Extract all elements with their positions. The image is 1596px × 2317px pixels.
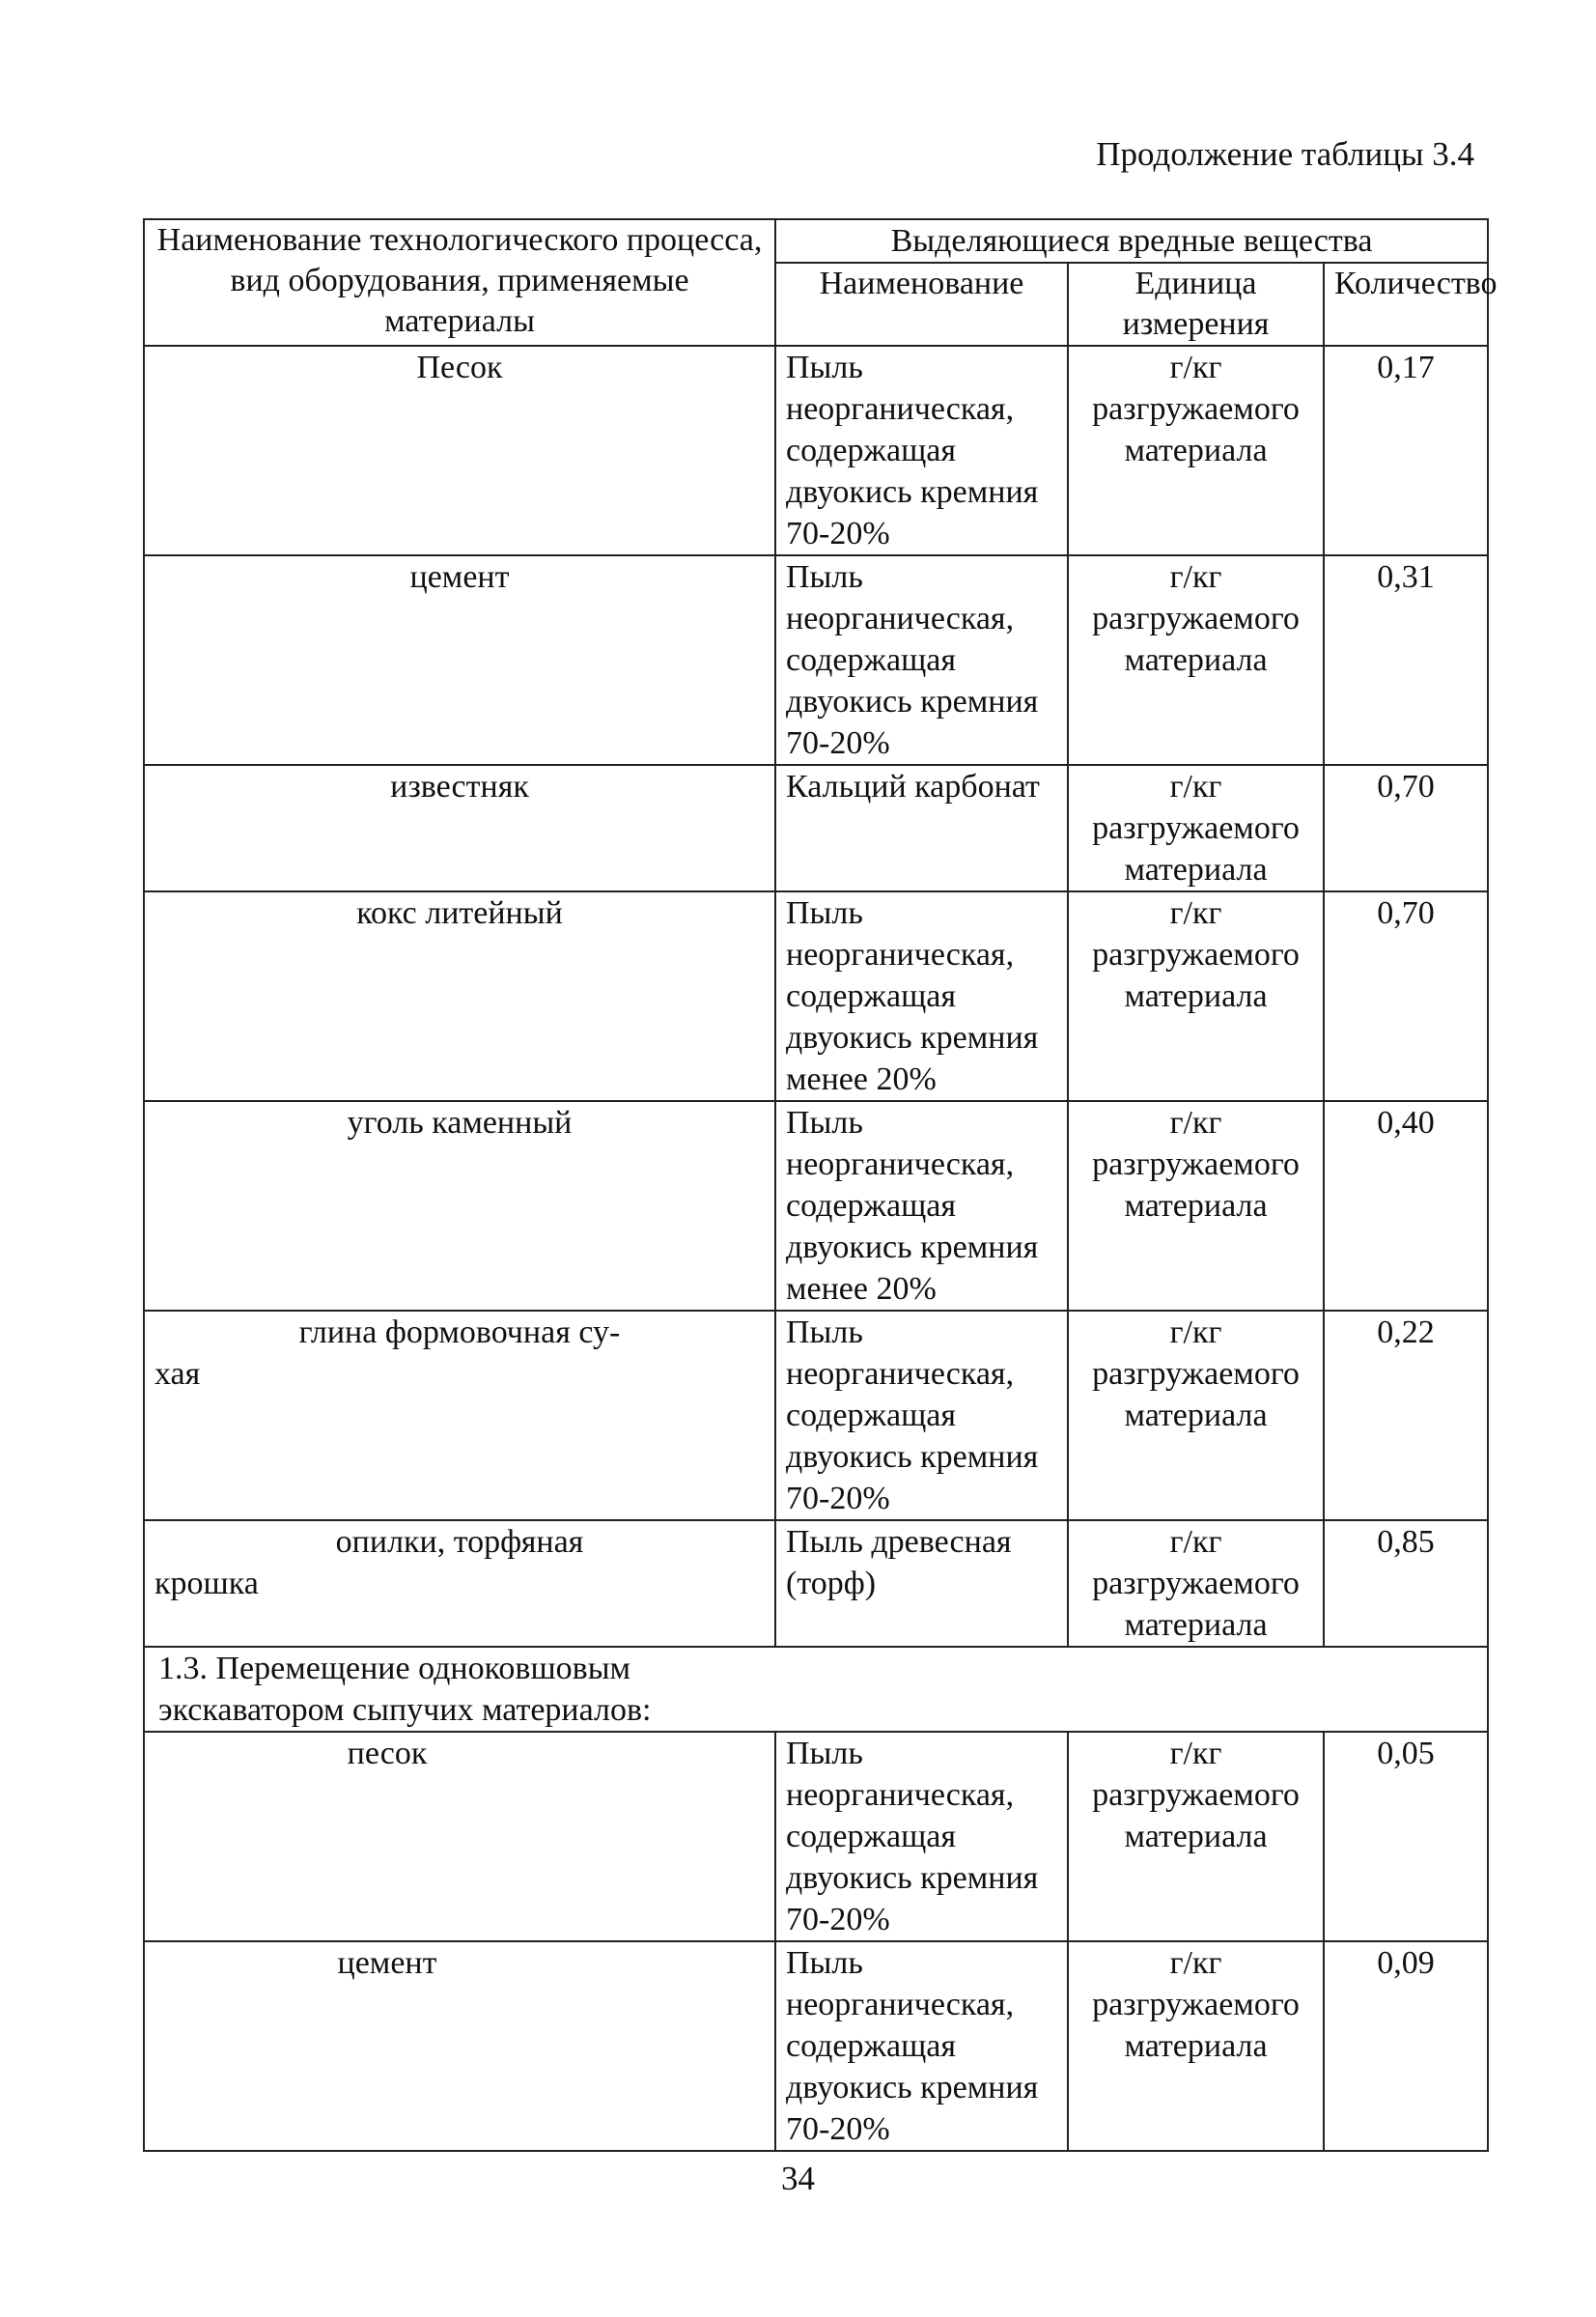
table-row <box>144 891 1488 1101</box>
section-row <box>144 1647 1488 1732</box>
unit-cell: г/кг разгружаемого материала <box>1068 1311 1324 1520</box>
header-quantity: Количество <box>1324 263 1488 346</box>
substance-cell: Пыль неорганическая, содержащая двуокись кремния 70-20% <box>775 555 1068 765</box>
substance-cell: Пыль неорганическая, содержащая двуокись кремния 70-20% <box>775 1732 1068 1941</box>
table-row <box>144 1101 1488 1311</box>
process-line-2: крошка <box>154 1566 259 1601</box>
substance-cell: Пыль неорганическая, содержащая двуокись кремния 70-20% <box>775 346 1068 555</box>
header-harmful-substances: Выделяющиеся вредные вещества <box>775 219 1488 263</box>
table-row <box>144 1941 1488 2151</box>
quantity-cell: 0,05 <box>1324 1732 1488 1941</box>
substance-cell: Кальций карбонат <box>775 765 1068 891</box>
unit-cell: г/кг разгружаемого материала <box>1068 1520 1324 1647</box>
quantity-cell: 0,22 <box>1324 1311 1488 1520</box>
section-title: 1.3. Перемещение одноковшовым экскаватором сыпучих материалов: <box>158 1651 652 1728</box>
unit-cell: г/кг разгружаемого материала <box>1068 765 1324 891</box>
process-cell: цемент <box>144 555 775 765</box>
substance-cell: Пыль неорганическая, содержащая двуокись кремния менее 20% <box>775 1101 1068 1311</box>
header-process: Наименование технологического процесса, вид оборудования, применяемые материалы <box>144 219 775 346</box>
quantity-cell: 0,31 <box>1324 555 1488 765</box>
process-cell: цемент <box>144 1941 775 2151</box>
quantity-cell: 0,17 <box>1324 346 1488 555</box>
unit-cell: г/кг разгружаемого материала <box>1068 1941 1324 2151</box>
table-row <box>144 1732 1488 1941</box>
process-line-2: хая <box>154 1356 201 1392</box>
substance-cell: Пыль древесная (торф) <box>775 1520 1068 1647</box>
quantity-cell: 0,85 <box>1324 1520 1488 1647</box>
table-row <box>144 1520 1488 1647</box>
process-cell <box>144 1520 775 1647</box>
process-line-1: глина формовочная су- <box>298 1314 621 1350</box>
substance-cell: Пыль неорганическая, содержащая двуокись кремния менее 20% <box>775 891 1068 1101</box>
header-unit: Единица измерения <box>1068 263 1324 346</box>
process-cell: уголь каменный <box>144 1101 775 1311</box>
unit-cell: г/кг разгружаемого материала <box>1068 891 1324 1101</box>
table-row <box>144 1311 1488 1520</box>
quantity-cell: 0,70 <box>1324 891 1488 1101</box>
process-cell <box>144 1311 775 1520</box>
header-row-1 <box>144 219 1488 263</box>
process-cell: известняк <box>144 765 775 891</box>
quantity-cell: 0,70 <box>1324 765 1488 891</box>
quantity-cell: 0,40 <box>1324 1101 1488 1311</box>
page-number: 34 <box>781 2160 815 2197</box>
quantity-cell: 0,09 <box>1324 1941 1488 2151</box>
process-cell: Песок <box>144 346 775 555</box>
process-cell: кокс литейный <box>144 891 775 1101</box>
emissions-table <box>143 218 1498 2152</box>
unit-cell: г/кг разгружаемого материала <box>1068 1101 1324 1311</box>
unit-cell: г/кг разгружаемого материала <box>1068 1732 1324 1941</box>
unit-cell: г/кг разгружаемого материала <box>1068 346 1324 555</box>
table-row <box>144 765 1488 891</box>
unit-cell: г/кг разгружаемого материала <box>1068 555 1324 765</box>
process-cell: песок <box>144 1732 775 1941</box>
substance-cell: Пыль неорганическая, содержащая двуокись кремния 70-20% <box>775 1311 1068 1520</box>
substance-cell: Пыль неорганическая, содержащая двуокись кремния 70-20% <box>775 1941 1068 2151</box>
header-name: Наименование <box>775 263 1068 346</box>
table-caption: Продолжение таблицы 3.4 <box>1096 135 1474 173</box>
process-line-1: опилки, торфяная <box>335 1524 584 1560</box>
section-heading <box>144 1647 1488 1732</box>
table-row <box>144 555 1488 765</box>
table-row <box>144 346 1488 555</box>
